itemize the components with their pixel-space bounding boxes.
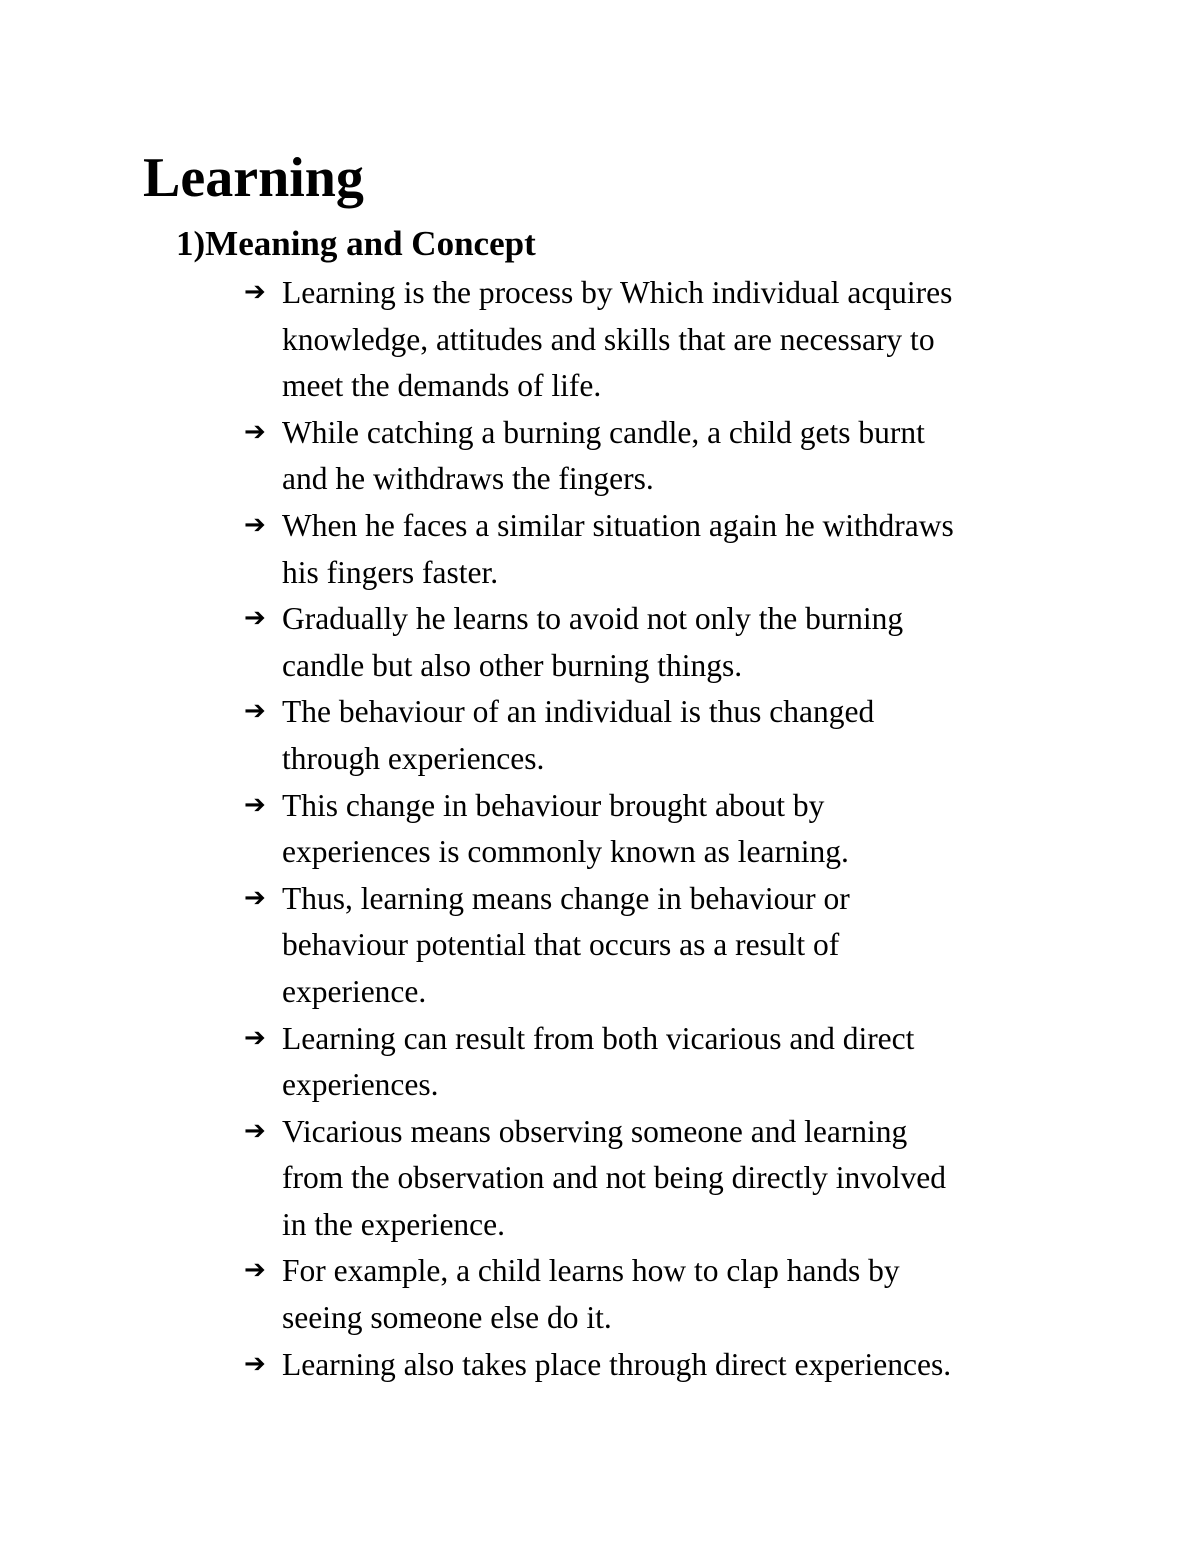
bullet-line: experiences. <box>282 1067 439 1103</box>
arrow-right-icon: ➔ <box>244 509 266 540</box>
arrow-right-icon: ➔ <box>244 1255 266 1286</box>
bullet-line: The behaviour of an individual is thus changed <box>282 694 875 730</box>
bullet-line: seeing someone else do it. <box>282 1300 612 1336</box>
list-item <box>244 689 1064 782</box>
bullet-text <box>282 689 1064 782</box>
list-item <box>244 1109 1064 1249</box>
bullet-line: knowledge, attitudes and skills that are necessary to <box>282 321 935 357</box>
arrow-right-icon: ➔ <box>244 416 266 447</box>
bullet-text <box>282 596 1064 689</box>
bullet-line: When he faces a similar situation again he withdraws <box>282 507 954 543</box>
list-item <box>244 270 1064 410</box>
bullet-line: Learning is the process by Which individual acquires <box>282 275 953 310</box>
bullet-line: through experiences. <box>282 740 545 776</box>
bullet-text <box>282 1016 1064 1109</box>
bullet-line: and he withdraws the fingers. <box>282 461 654 497</box>
list-item <box>244 876 1064 1016</box>
section-heading <box>176 222 536 266</box>
bullet-text <box>282 876 1064 1016</box>
bullet-line: meet the demands of life. <box>282 368 602 404</box>
arrow-right-icon: ➔ <box>244 603 266 634</box>
list-item <box>244 783 1064 876</box>
list-item <box>244 503 1064 596</box>
section-heading-text: Meaning and Concept <box>205 224 536 263</box>
list-item <box>244 1248 1064 1341</box>
bullet-line: Vicarious means observing someone and learning <box>282 1113 908 1149</box>
bullet-text <box>282 1109 1064 1249</box>
bullet-line: experiences is commonly known as learning. <box>282 834 849 870</box>
arrow-right-icon: ➔ <box>244 789 266 820</box>
bullet-line: For example, a child learns how to clap hands by <box>282 1253 900 1289</box>
bullet-line: Thus, learning means change in behaviour or <box>282 880 850 916</box>
bullet-line: Learning also takes place through direct experiences. <box>282 1346 952 1382</box>
bullet-text <box>282 1342 1064 1389</box>
bullet-line: While catching a burning candle, a child gets burnt <box>282 414 925 450</box>
bullet-text <box>282 503 1064 596</box>
arrow-right-icon: ➔ <box>244 1022 266 1053</box>
list-item <box>244 1016 1064 1109</box>
bullet-line: This change in behaviour brought about by <box>282 787 825 823</box>
bullet-text <box>282 783 1064 876</box>
arrow-right-icon: ➔ <box>244 696 266 727</box>
bullet-line: experience. <box>282 973 427 1009</box>
list-item <box>244 1342 1064 1389</box>
section-number: 1) <box>176 224 206 263</box>
bullet-text <box>282 410 1064 503</box>
arrow-right-icon: ➔ <box>244 882 266 913</box>
bullet-line: Gradually he learns to avoid not only the burning <box>282 601 904 637</box>
bullet-line: his fingers faster. <box>282 554 499 590</box>
arrow-right-icon: ➔ <box>244 1348 266 1379</box>
list-item <box>244 596 1064 689</box>
page-title: Learning <box>143 147 364 209</box>
bullet-line: candle but also other burning things. <box>282 647 743 683</box>
bullet-list <box>244 270 1064 1388</box>
bullet-line: Learning can result from both vicarious and direct <box>282 1020 915 1056</box>
arrow-right-icon: ➔ <box>244 277 266 307</box>
bullet-text <box>282 1248 1064 1341</box>
list-item <box>244 410 1064 503</box>
bullet-line: from the observation and not being directly involved <box>282 1160 946 1196</box>
bullet-text <box>282 270 1064 410</box>
arrow-right-icon: ➔ <box>244 1115 266 1146</box>
bullet-line: in the experience. <box>282 1206 506 1242</box>
bullet-line: behaviour potential that occurs as a result of <box>282 927 840 963</box>
